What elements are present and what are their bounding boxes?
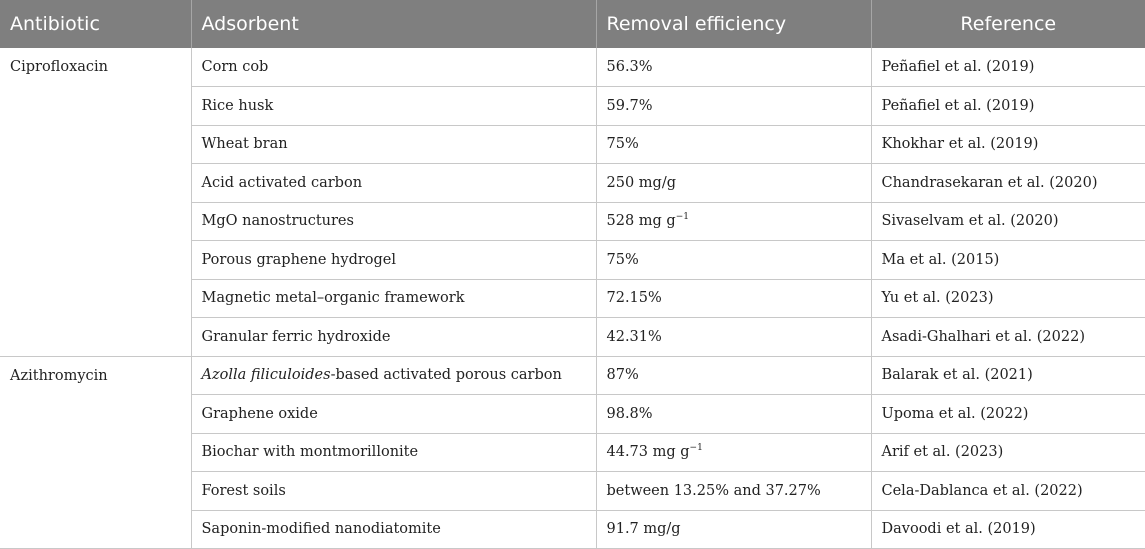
adsorbent-cell: Rice husk <box>191 87 596 126</box>
header-row <box>0 0 1145 48</box>
reference-cell: Sivaselvam et al. (2020) <box>871 202 1145 241</box>
efficiency-cell <box>596 433 871 472</box>
efficiency-cell: 75% <box>596 241 871 280</box>
reference-cell: Chandrasekaran et al. (2020) <box>871 164 1145 203</box>
header-reference: Reference <box>871 0 1145 48</box>
reference-cell: Davoodi et al. (2019) <box>871 510 1145 549</box>
adsorbent-species-name: Azolla filiculoides <box>201 367 331 384</box>
antibiotic-cell: Ciprofloxacin <box>0 48 191 356</box>
reference-cell: Balarak et al. (2021) <box>871 356 1145 395</box>
adsorbent-cell: MgO nanostructures <box>191 202 596 241</box>
reference-cell: Yu et al. (2023) <box>871 279 1145 318</box>
table-row <box>0 48 1145 87</box>
header-removal-efficiency: Removal efficiency <box>596 0 871 48</box>
efficiency-cell: 59.7% <box>596 87 871 126</box>
adsorbent-cell <box>191 356 596 395</box>
adsorbent-cell: Saponin-modified nanodiatomite <box>191 510 596 549</box>
reference-cell: Peñafiel et al. (2019) <box>871 48 1145 87</box>
reference-cell: Khokhar et al. (2019) <box>871 125 1145 164</box>
header-antibiotic: Antibiotic <box>0 0 191 48</box>
efficiency-cell: 42.31% <box>596 318 871 357</box>
efficiency-cell: 72.15% <box>596 279 871 318</box>
efficiency-exponent: −1 <box>689 443 703 454</box>
efficiency-cell: between 13.25% and 37.27% <box>596 472 871 511</box>
table-row <box>0 356 1145 395</box>
header-adsorbent: Adsorbent <box>191 0 596 48</box>
reference-cell: Ma et al. (2015) <box>871 241 1145 280</box>
adsorbent-cell: Granular ferric hydroxide <box>191 318 596 357</box>
antibiotic-cell: Azithromycin <box>0 356 191 549</box>
efficiency-value: 528 mg g <box>606 213 676 230</box>
efficiency-cell: 56.3% <box>596 48 871 87</box>
adsorbent-cell: Magnetic metal–organic framework <box>191 279 596 318</box>
reference-cell: Cela-Dablanca et al. (2022) <box>871 472 1145 511</box>
efficiency-exponent: −1 <box>675 212 689 223</box>
adsorbent-cell: Corn cob <box>191 48 596 87</box>
efficiency-cell: 98.8% <box>596 395 871 434</box>
adsorbent-cell: Forest soils <box>191 472 596 511</box>
adsorbent-cell: Acid activated carbon <box>191 164 596 203</box>
adsorbent-cell: Biochar with montmorillonite <box>191 433 596 472</box>
reference-cell: Peñafiel et al. (2019) <box>871 87 1145 126</box>
efficiency-cell: 250 mg/g <box>596 164 871 203</box>
adsorbent-cell: Graphene oxide <box>191 395 596 434</box>
reference-cell: Upoma et al. (2022) <box>871 395 1145 434</box>
adsorbent-cell: Porous graphene hydrogel <box>191 241 596 280</box>
reference-cell: Arif et al. (2023) <box>871 433 1145 472</box>
efficiency-cell: 87% <box>596 356 871 395</box>
reference-cell: Asadi-Ghalhari et al. (2022) <box>871 318 1145 357</box>
adsorbent-cell: Wheat bran <box>191 125 596 164</box>
adsorbent-description: -based activated porous carbon <box>330 367 562 384</box>
efficiency-value: 44.73 mg g <box>606 444 690 461</box>
efficiency-cell <box>596 202 871 241</box>
efficiency-cell: 91.7 mg/g <box>596 510 871 549</box>
efficiency-cell: 75% <box>596 125 871 164</box>
